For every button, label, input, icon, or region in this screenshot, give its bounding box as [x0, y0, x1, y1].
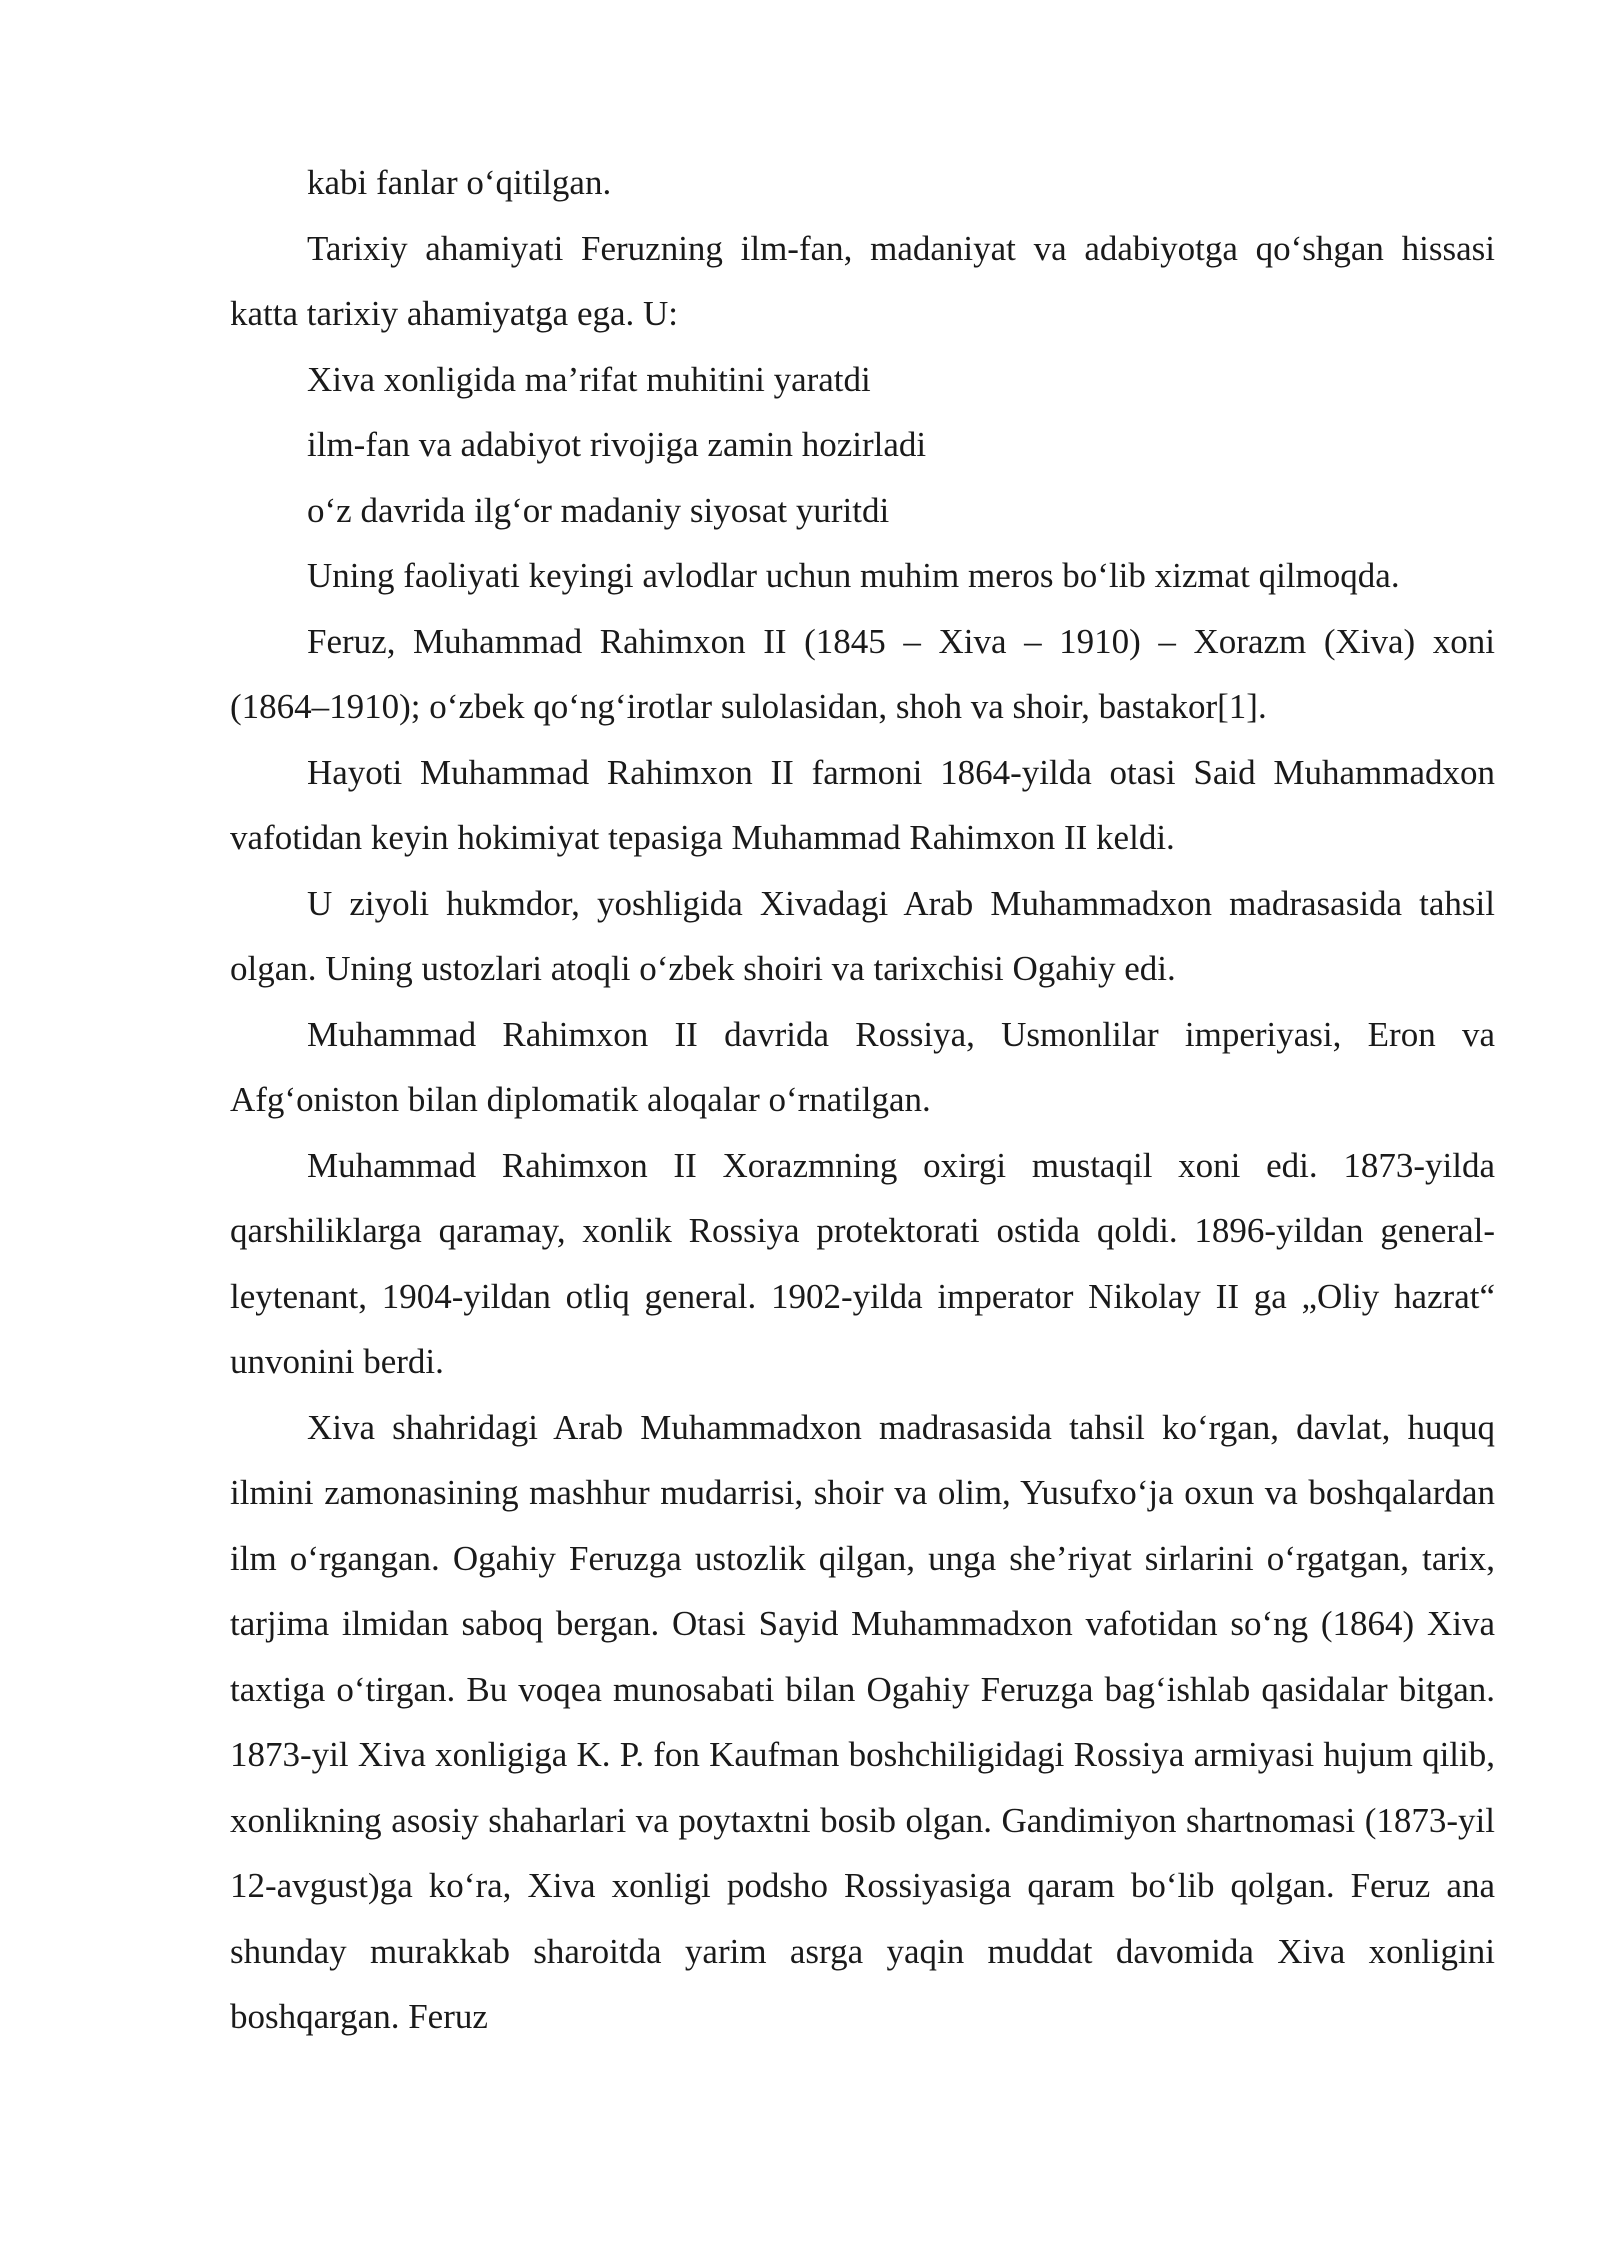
paragraph: Feruz, Muhammad Rahimxon II (1845 – Xiva – 1910) – Xorazm (Xiva) xoni (1864–1910); o‘zbek qo‘ng‘irotlar sulolasidan, shoh va shoir, bastakor[1]. — [230, 621, 1495, 726]
text-line: kabi fanlar o‘qitilgan. — [307, 163, 612, 202]
document-page — [230, 150, 1495, 2050]
list-line: ilm-fan va adabiyot rivojiga zamin hozirladi — [307, 425, 927, 464]
paragraph: Hayoti Muhammad Rahimxon II farmoni 1864-yilda otasi Said Muhammadxon vafotidan keyin hokimiyat tepasiga Muhammad Rahimxon II keldi. — [230, 752, 1495, 857]
paragraph: Tarixiy ahamiyati Feruzning ilm-fan, madaniyat va adabiyotga qo‘shgan hissasi katta tarixiy ahamiyatga ega. U: — [230, 228, 1495, 333]
text-line: Uning faoliyati keyingi avlodlar uchun muhim meros bo‘lib xizmat qilmoqda. — [307, 556, 1400, 595]
paragraph: Muhammad Rahimxon II davrida Rossiya, Usmonlilar imperiyasi, Eron va Afg‘oniston bilan diplomatik aloqalar o‘rnatilgan. — [230, 1014, 1495, 1119]
list-line: Xiva xonligida ma’rifat muhitini yaratdi — [307, 359, 871, 399]
paragraph: Muhammad Rahimxon II Xorazmning oxirgi mustaqil xoni edi. 1873-yilda qarshiliklarga qaramay, xonlik Rossiya protektorati ostida qoldi. 1896-yildan general-leytenant, 1904-yildan otliq general. 1902-yilda imperator Nikolay II ga „Oliy hazrat“ unvonini berdi. — [230, 1145, 1495, 1381]
paragraph: Xiva shahridagi Arab Muhammadxon madrasasida tahsil ko‘rgan, davlat, huquq ilmini zamonasining mashhur mudarrisi, shoir va olim, Yusufxo‘ja oxun va boshqalardan ilm o‘rgangan. Ogahiy Feruzga ustozlik qilgan, unga she’riyat sirlarini o‘rgatgan, tarix, tarjima ilmidan saboq bergan. Otasi Sayid Muhammadxon vafotidan so‘ng (1864) Xiva taxtiga o‘tirgan. Bu voqea munosabati bilan Ogahiy Feruzga bag‘ishlab qasidalar bitgan. 1873-yil Xiva xonligiga K. P. fon Kaufman boshchiligidagi Rossiya armiyasi hujum qilib, xonlikning asosiy shaharlari va poytaxtni bosib olgan. Gandimiyon shartnomasi (1873-yil 12-avgust)ga ko‘ra, Xiva xonligi podsho Rossiyasiga qaram bo‘lib qolgan. Feruz ana shunday murakkab sharoitda yarim asrga yaqin muddat davomida Xiva xonligini boshqargan. Feruz — [230, 1407, 1495, 2036]
paragraph: U ziyoli hukmdor, yoshligida Xivadagi Arab Muhammadxon madrasasida tahsil olgan. Uning ustozlari atoqli o‘zbek shoiri va tarixchisi Ogahiy edi. — [230, 883, 1495, 988]
list-line: o‘z davrida ilg‘or madaniy siyosat yuritdi — [307, 490, 890, 530]
